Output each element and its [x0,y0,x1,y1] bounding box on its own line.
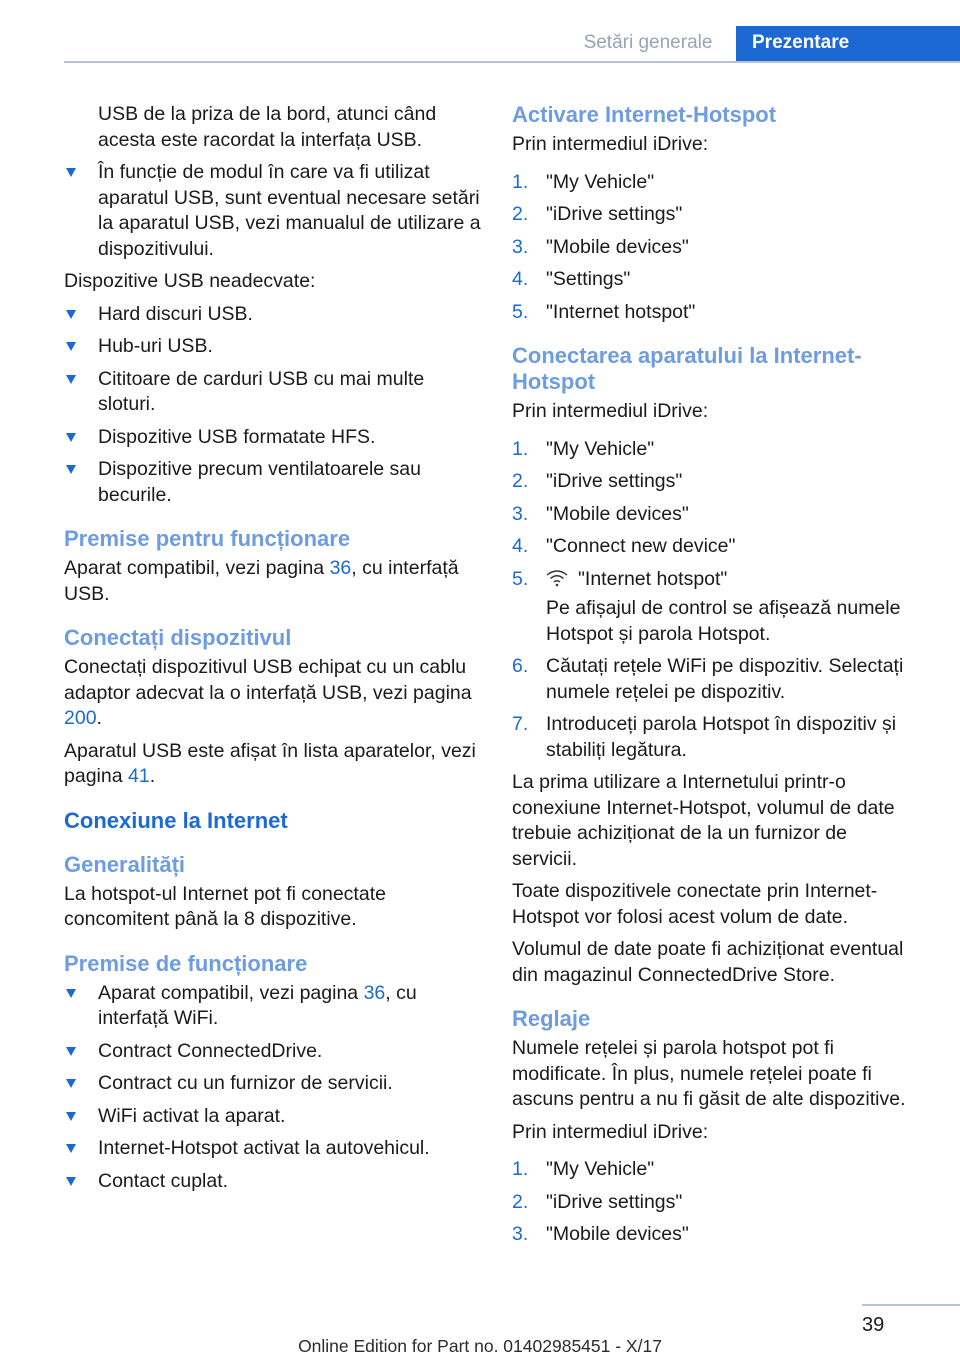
settings-heading: Reglaje [512,1006,591,1031]
list-item: Contract cu un furnizor de servicii. [64,1071,484,1097]
wifi-hotspot-icon [546,569,568,587]
step5-continuation: Pe afișajul de control se afișează numele Hotspot și parola Hotspot. [546,597,901,645]
edition-footer: Online Edition for Part no. 01402985451 - X/17 [298,1336,662,1356]
connect-heading: Conectați dispozitivul [64,625,292,650]
bullet-triangle-icon [66,1047,76,1056]
via-idrive: Prin intermediul iDrive: [512,400,709,422]
func-heading: Premise de funcționare [64,950,308,976]
header-divider [64,61,960,63]
page-link[interactable]: 41 [127,765,150,787]
list-item: Hub-uri USB. [64,334,484,360]
list-item: 2. "iDrive settings" [512,203,683,225]
page-header [0,26,960,62]
footer-divider [862,1304,960,1306]
section-tab-active[interactable]: Prezentare [736,26,960,62]
prereq-text: Aparat compatibil, vezi pagina 36, cu interfață USB. [64,557,459,605]
bullet-triangle-icon [66,375,76,384]
list-item: Aparat compatibil, vezi pagina 36, cu interfață WiFi. [64,981,484,1032]
list-item: 3. "Mobile devices" [512,1223,689,1245]
general-heading: Generalități [64,851,186,877]
bullet-triangle-icon [66,1112,76,1121]
list-item: 6. Căutați rețele WiFi pe dispozitiv. Selectați numele rețelei pe dispozitiv. [512,655,904,703]
right-column [512,102,917,1255]
via-idrive: Prin intermediul iDrive: [512,1120,709,1143]
section-tab-general[interactable]: Setări generale [583,32,713,53]
activate-heading: Activare Internet-Hotspot [512,102,777,127]
connect-steps [512,437,917,593]
list-item: Dispozitive USB formatate HFS. [64,425,484,451]
page-link[interactable]: 36 [363,981,386,1004]
intro-list [64,160,484,262]
settings-steps [512,1157,917,1248]
list-item: Cititoare de carduri USB cu mai multe sloturi. [64,367,484,418]
activate-steps [512,170,917,326]
list-item: WiFi activat la aparat. [64,1104,484,1130]
page-link[interactable]: 200 [64,707,97,729]
list-item: 5. "Internet hotspot" [512,300,696,323]
bullet-triangle-icon [66,1144,76,1153]
list-item: 4. "Settings" [512,268,631,290]
func-list [64,981,484,1195]
paragraph: La prima utilizare a Internetului printr-o conexiune Internet-Hotspot, volumul de date trebuie achiziționat de la un furnizor de servicii. [512,771,895,870]
bullet-triangle-icon [66,465,76,474]
prereq-heading: Premise pentru funcționare [64,526,351,551]
list-item: Hard discuri USB. [64,302,484,328]
via-idrive: Prin intermediul iDrive: [512,133,709,155]
shown-text: Aparatul USB este afișat în lista aparatelor, vezi pagina 41. [64,739,476,787]
bullet-triangle-icon [66,310,76,319]
list-item: 1. "My Vehicle" [512,1158,655,1180]
list-item: 7. Introduceți parola Hotspot în dispozitiv și stabiliți legătura. [512,713,897,761]
settings-text: Numele rețelei și parola hotspot pot fi modificate. În plus, numele rețelei poate fi ascuns pentru a nu fi găsit de alte dispozitive. [512,1037,906,1110]
list-item: 4. "Connect new device" [512,535,736,557]
left-column [64,102,484,1201]
bullet-triangle-icon [66,989,76,998]
internet-heading: Conexiune la Internet [64,807,288,833]
list-item: 5. "Internet hotspot" [512,567,728,590]
page-link[interactable]: 36 [329,557,352,579]
paragraph: Toate dispozitivele conectate prin Internet-Hotspot vor folosi acest volum de date. [512,880,878,928]
bullet-triangle-icon [66,168,76,177]
unsuitable-title: Dispozitive USB neadecvate: [64,270,316,292]
unsuitable-list [64,302,484,509]
list-item: 1. "My Vehicle" [512,170,655,193]
list-item: 1. "My Vehicle" [512,437,655,460]
bullet-triangle-icon [66,1177,76,1186]
list-item: 3. "Mobile devices" [512,235,689,258]
list-item: 2. "iDrive settings" [512,1190,683,1213]
list-item: În funcție de modul în care va fi utilizat aparatul USB, sunt eventual necesare setări la aparatul USB, vezi manualul de utilizare a dispozitivului. [64,160,484,262]
connect-steps-cont [512,654,917,763]
list-item: 2. "iDrive settings" [512,470,683,492]
general-text: La hotspot-ul Internet pot fi conectate concomitent până la 8 dispozitive. [64,882,386,930]
connect-device-heading: Conectarea aparatului la Internet-Hotspot [512,343,862,394]
page-number: 39 [862,1314,885,1336]
list-item: Dispozitive precum ventilatoarele sau becurile. [64,457,484,508]
list-item: 3. "Mobile devices" [512,502,689,525]
bullet-triangle-icon [66,1079,76,1088]
intro-continuation: USB de la priza de la bord, atunci când acesta este racordat la interfața USB. [98,103,437,151]
bullet-triangle-icon [66,342,76,351]
list-item: Contract ConnectedDrive. [64,1039,484,1065]
list-item: Internet-Hotspot activat la autovehicul. [64,1136,484,1162]
paragraph: Volumul de date poate fi achiziționat eventual din magazinul ConnectedDrive Store. [512,938,904,986]
list-item: Contact cuplat. [64,1169,484,1195]
connect-text: Conectați dispozitivul USB echipat cu un cablu adaptor adecvat la o interfață USB, vezi pagina 200. [64,656,472,729]
bullet-triangle-icon [66,433,76,442]
